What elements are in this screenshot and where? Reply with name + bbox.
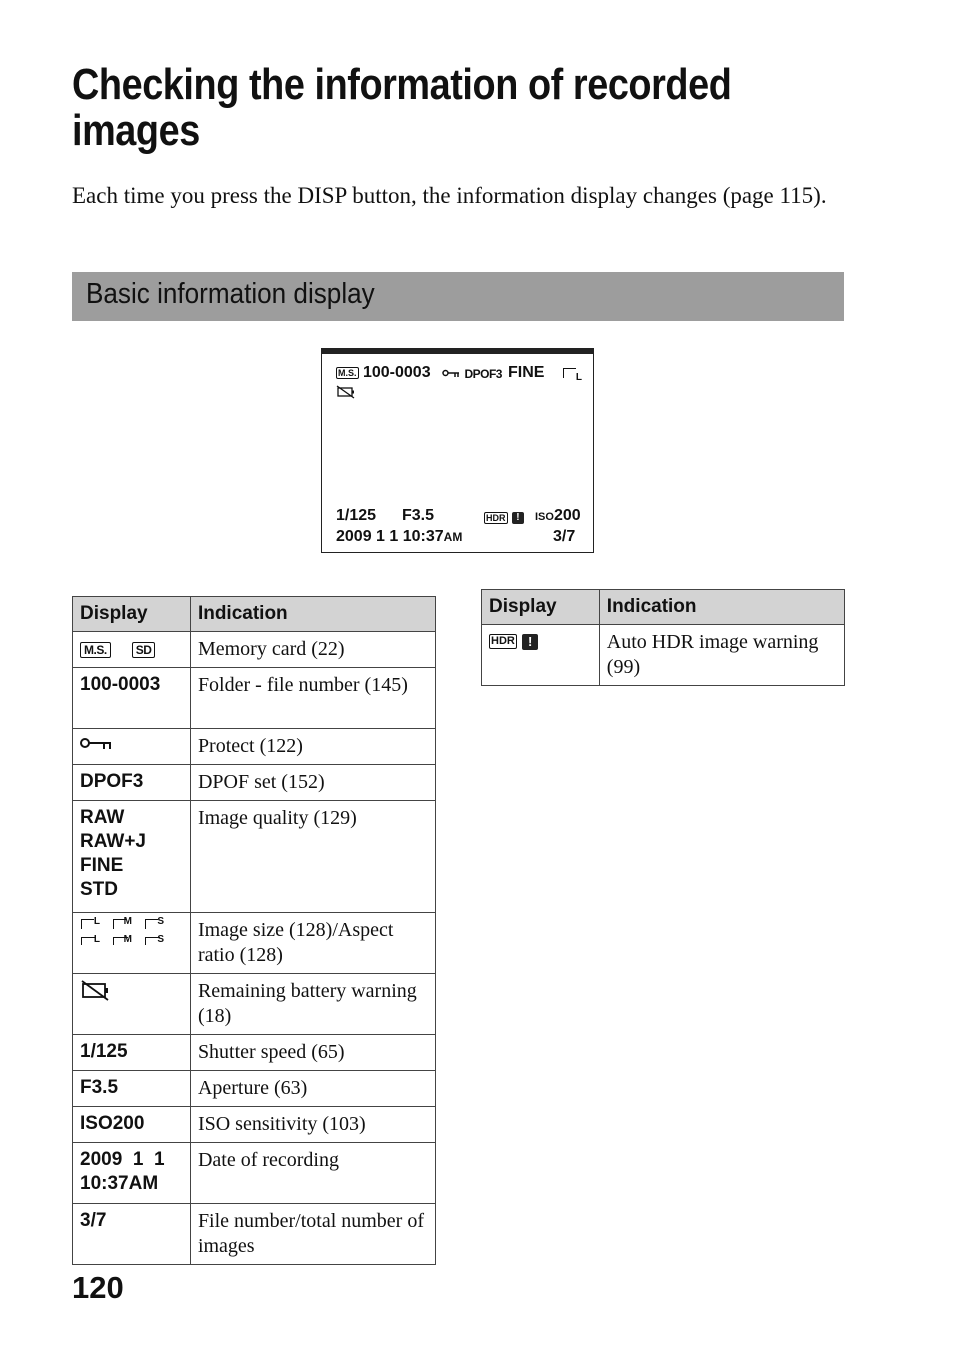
- indication-cell: Memory card (22): [190, 632, 435, 668]
- display-cell: [73, 729, 191, 765]
- display-cell: [73, 913, 191, 974]
- indication-cell: Remaining battery warning (18): [190, 974, 435, 1035]
- lcd-folder-file: 100-0003: [362, 364, 431, 381]
- display-cell: 3/7: [73, 1204, 191, 1265]
- key-icon: [80, 737, 112, 751]
- table-row: [73, 632, 436, 668]
- lcd-iso: ISO200: [535, 507, 581, 524]
- table-header-row: [73, 597, 436, 632]
- header-display: Display: [73, 597, 191, 632]
- quality-fine: FINE: [80, 855, 124, 876]
- lcd-aperture: F3.5: [402, 507, 435, 524]
- lcd-dpof: DPOF3: [464, 367, 502, 381]
- display-cell: [73, 801, 191, 913]
- display-cell: ISO200: [73, 1107, 191, 1143]
- key-icon: [442, 369, 460, 379]
- table-row: [73, 1204, 436, 1265]
- indication-cell: Date of recording: [190, 1143, 435, 1204]
- battery-warning-icon: [80, 979, 112, 1001]
- table-row: [73, 1107, 436, 1143]
- display-cell: F3.5: [73, 1071, 191, 1107]
- hdr-icon: HDR: [486, 512, 506, 523]
- indication-cell: Folder - file number (145): [190, 668, 435, 729]
- table-row: [73, 668, 436, 729]
- image-size-large-icon: L: [80, 918, 100, 932]
- memory-stick-icon: M.S.: [80, 642, 111, 658]
- warning-icon: !: [522, 634, 538, 650]
- page-number: 120: [72, 1270, 124, 1305]
- table-row: [482, 625, 845, 686]
- lcd-screen-illustration: [321, 348, 594, 553]
- quality-raw: RAW: [80, 807, 125, 828]
- lcd-image-size: [562, 365, 582, 383]
- indication-cell: Shutter speed (65): [190, 1035, 435, 1071]
- lcd-hdr-warning: [484, 509, 524, 527]
- lcd-file-count: 3/7: [553, 528, 576, 545]
- header-display: Display: [482, 590, 600, 625]
- page-title: [72, 62, 777, 154]
- lcd-top-row: [336, 364, 431, 382]
- display-cell: 100-0003: [73, 668, 191, 729]
- display-cell: [73, 632, 191, 668]
- display-cell: 1/125: [73, 1035, 191, 1071]
- indication-cell: Image size (128)/Aspect ratio (128): [190, 913, 435, 974]
- page-title-line-2: images: [72, 106, 200, 155]
- image-size-small-wide-icon: S: [144, 936, 164, 950]
- table-row: [73, 1071, 436, 1107]
- table-row: [73, 1143, 436, 1204]
- header-indication: Indication: [599, 590, 844, 625]
- image-size-medium-wide-icon: M: [112, 936, 132, 950]
- battery-warning-icon: [336, 385, 356, 399]
- display-cell: [482, 625, 600, 686]
- sd-card-icon: SD: [132, 642, 156, 658]
- hdr-warning-table: [481, 589, 845, 686]
- indication-cell: DPOF set (152): [190, 765, 435, 801]
- section-header: [72, 272, 844, 321]
- table-row: [73, 765, 436, 801]
- image-size-large-wide-icon: L: [80, 936, 100, 950]
- table-row: [73, 913, 436, 974]
- section-title: Basic information display: [86, 278, 375, 310]
- indication-cell: Auto HDR image warning (99): [599, 625, 844, 686]
- display-indication-table: [72, 596, 436, 1265]
- table-row: [73, 1035, 436, 1071]
- page-title-line-1: Checking the information of recorded: [72, 60, 732, 109]
- display-cell: 2009 1 1 10:37AM: [73, 1143, 191, 1204]
- lcd-date: 2009 1 1 10:37AM: [336, 528, 463, 545]
- table-row: [73, 729, 436, 765]
- image-size-medium-icon: M: [112, 918, 132, 932]
- lcd-protect-dpof: [442, 365, 502, 383]
- lcd-battery-row: [336, 385, 356, 404]
- quality-std: STD: [80, 879, 118, 900]
- display-cell: [73, 974, 191, 1035]
- table-row: [73, 974, 436, 1035]
- image-size-large-icon: L: [562, 367, 582, 381]
- intro-paragraph: Each time you press the DISP button, the information display changes (page 115).: [72, 183, 827, 208]
- image-size-small-icon: S: [144, 918, 164, 932]
- header-indication: Indication: [190, 597, 435, 632]
- indication-cell: Aperture (63): [190, 1071, 435, 1107]
- quality-raw-jpeg: RAW+J: [80, 831, 146, 852]
- display-cell: DPOF3: [73, 765, 191, 801]
- warning-icon: !: [512, 512, 524, 524]
- table-row: [73, 801, 436, 913]
- lcd-quality: FINE: [508, 364, 545, 381]
- lcd-shutter: 1/125: [336, 507, 377, 524]
- indication-cell: File number/total number of images: [190, 1204, 435, 1265]
- indication-cell: ISO sensitivity (103): [190, 1107, 435, 1143]
- indication-cell: Image quality (129): [190, 801, 435, 913]
- hdr-icon: HDR: [491, 635, 515, 648]
- memory-card-icon: M.S.: [338, 367, 357, 378]
- table-header-row: [482, 590, 845, 625]
- indication-cell: Protect (122): [190, 729, 435, 765]
